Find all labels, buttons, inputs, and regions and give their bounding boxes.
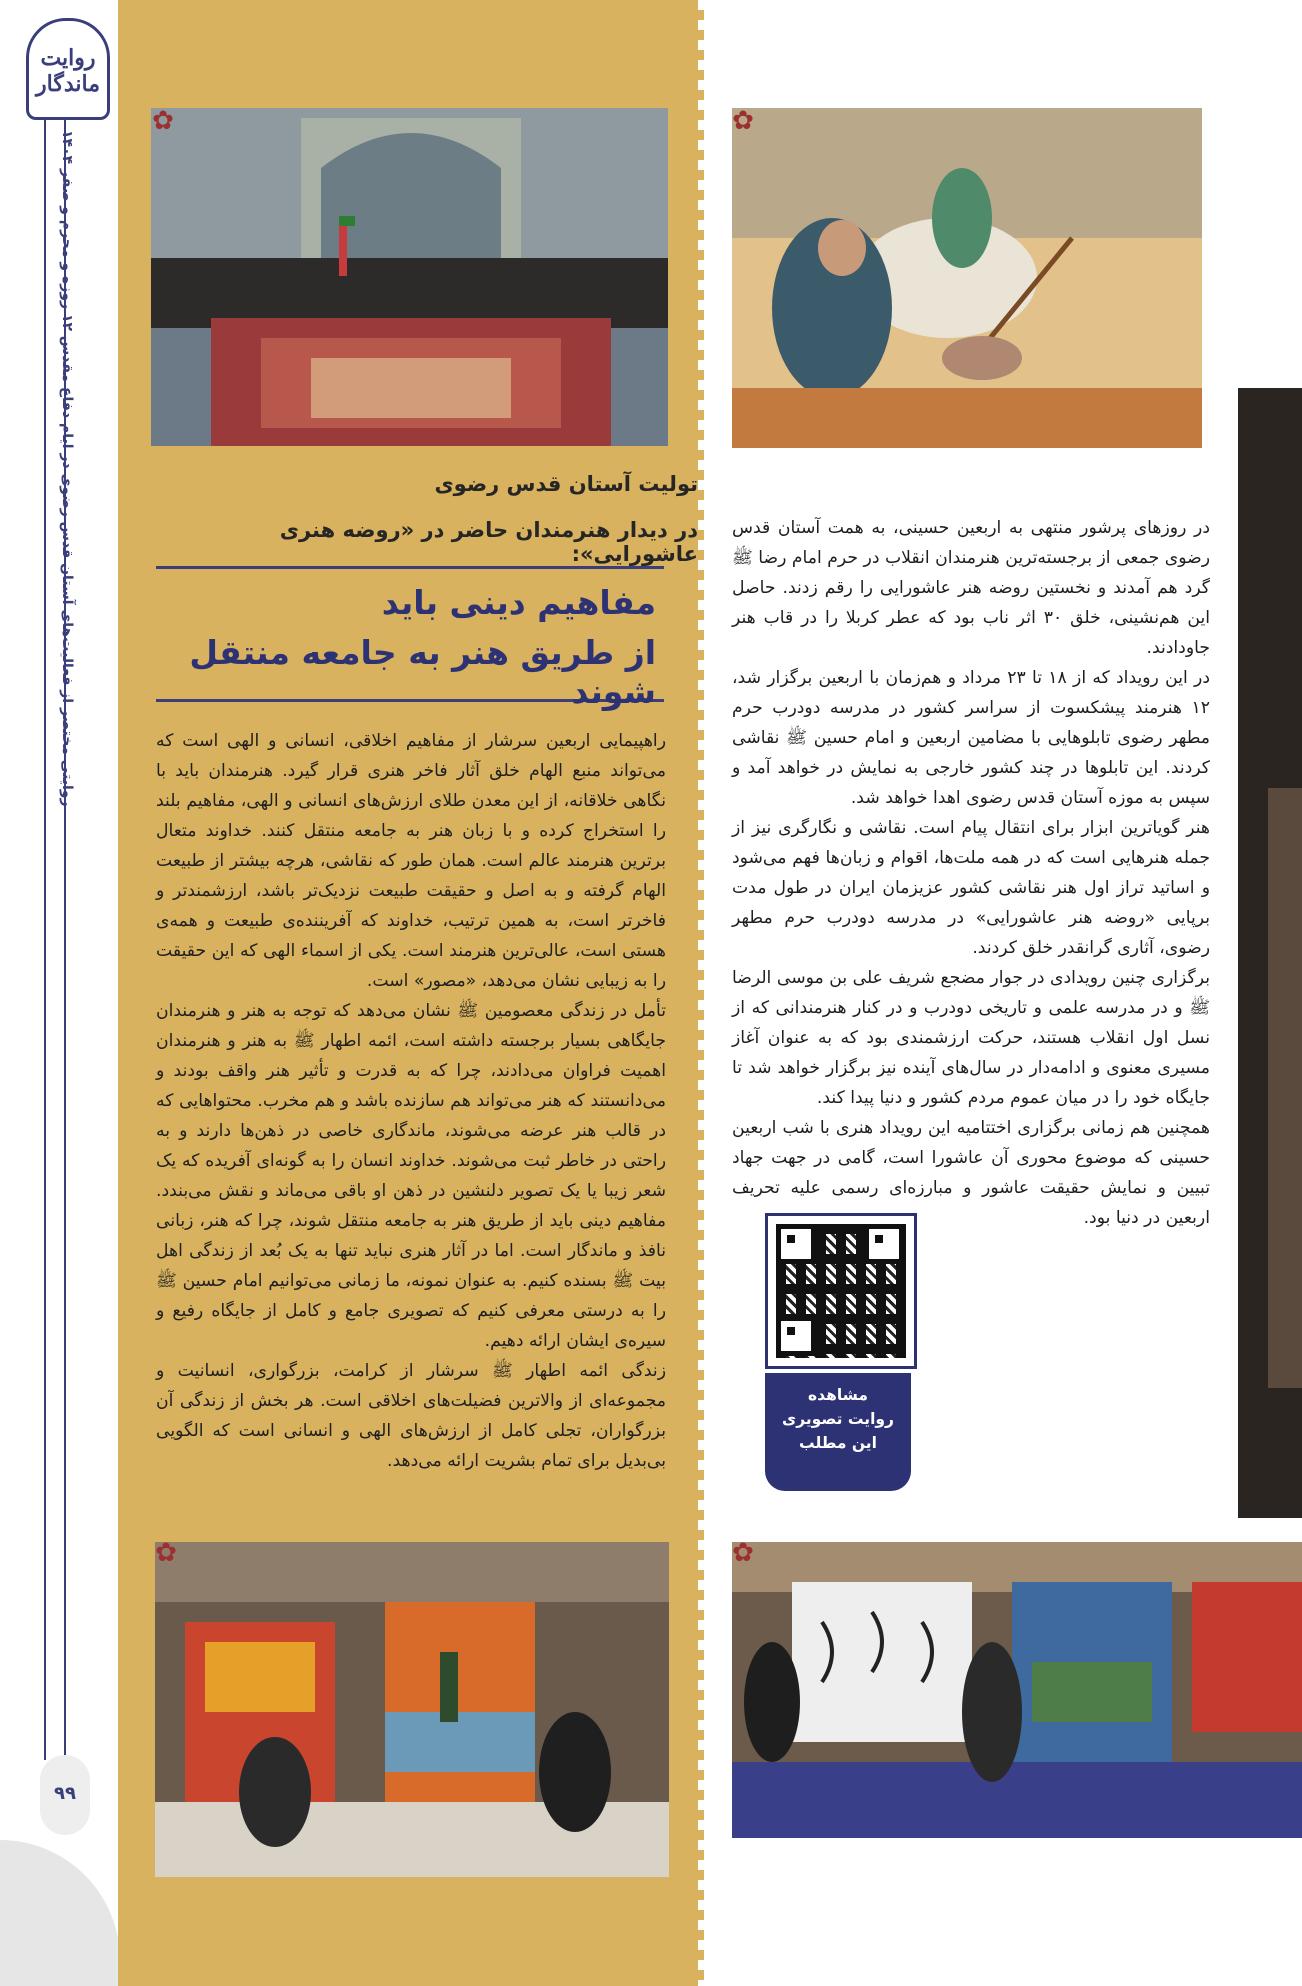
- qr-label-line-3: این مطلب: [799, 1434, 877, 1452]
- meeting-hall-illustration: [151, 108, 668, 446]
- left-article: [156, 726, 666, 1476]
- qr-code[interactable]: [765, 1213, 917, 1369]
- artists-illustration: [732, 1538, 1302, 1838]
- flower-icon: ✿: [155, 1538, 177, 1568]
- paragraph: همچنین هم زمانی برگزاری اختتامیه این رویداد هنری با شب اربعین حسینی که موضوع محوری آن عاشورا است، گامی در جهت جهاد تبیین و نمایش حقیقت عاشور و مبارزه‌ای رسمی علیه تحریف اربعین در دنیا بود.: [732, 1118, 1210, 1228]
- qr-finder-icon: [776, 1224, 816, 1264]
- photo-painter-closeup: [732, 108, 1202, 448]
- flower-icon: ✿: [732, 1538, 754, 1568]
- qr-label-line-1: مشاهده: [807, 1386, 869, 1404]
- qr-block[interactable]: [757, 1213, 919, 1503]
- page-number: ۹۹: [54, 1783, 76, 1804]
- photo-edge-sliver: [1238, 388, 1302, 1518]
- kicker-line-2: در دیدار هنرمندان حاضر در «روضه هنری عاشورایی»:: [279, 518, 698, 566]
- qr-finder-icon: [776, 1316, 816, 1356]
- logo-text: روایت ماندگار: [36, 45, 100, 97]
- side-caption: روایتی مختصر از فعالیت‌های آستان قدس رضوی در ایام دفاع مقدس ۱۲ روزه و محرم و صفر ۱۴۰۴: [59, 130, 75, 807]
- column-divider: [698, 0, 704, 1986]
- paragraph: در روزهای پرشور منتهی به اربعین حسینی، به همت آستان قدس رضوی جمعی از برجسته‌ترین هنرمندان انقلاب در حرم امام رضا ﷺ گرد هم آمدند و نخستین روضه هنر عاشورایی را رقم زدند. حاصل این هم‌نشینی، خلق ۳۰ اثر ناب بود که عطر کربلا را در قاب هنر جاودادند.: [732, 518, 1211, 658]
- right-article: [732, 513, 1210, 1233]
- qr-finder-icon: [864, 1224, 904, 1264]
- photo-artists-working: [732, 1538, 1302, 1838]
- qr-label: [765, 1373, 911, 1491]
- kicker-line-1: تولیت آستان قدس رضوی: [434, 472, 698, 496]
- flower-icon: ✿: [732, 106, 754, 136]
- qr-label-line-2: روایت تصویری: [782, 1410, 894, 1428]
- painter-illustration: [732, 108, 1202, 448]
- paragraph: تأمل در زندگی معصومین ﷺ نشان می‌دهد که توجه به هنر و هنرمندان جایگاهی بسیار برجسته داشته است، ائمه اطهار ﷺ به هنر و هنرمندان اهمیت فراوان می‌دادند، چرا که به قدرت و تأثیر هنر واقف بودند و می‌دانستند که هنر می‌تواند هم سازنده باشد و هم مخرب. محتواهایی که در قالب هنر عرضه می‌شوند، ماندگاری خاصی در ذهن‌ها دارند و به راحتی در خاطر ثبت می‌شوند. خداوند انسان را به گونه‌ای آفریده که یک شعر زیبا یا یک تصویر دلنشین در ذهن او باقی می‌ماند و نقش می‌بندد. مفاهیم دینی باید از طریق هنر به جامعه منتقل شوند، چرا که هنر، زبانی نافذ و ماندگار است. اما در آثار هنری نباید تنها به یک بُعد از زندگی اهل بیت ﷺ بسنده کنیم. به عنوان نمونه، ما زمانی می‌توانیم امام حسین ﷺ را به درستی معرفی کنیم که تصویری جامع و کامل از جایگاه رفیع و سیره‌ی ایشان ارائه دهیم.: [156, 1001, 666, 1351]
- page-number-badge: [40, 1755, 90, 1835]
- headline-box: [156, 566, 664, 711]
- paragraph: زندگی ائمه اطهار ﷺ سرشار از کرامت، بزرگواری، انسانیت و مجموعه‌ای از والاترین فضیلت‌های اخلاقی است. هر بخش از زندگی آن بزرگواران، تجلی کامل از ارزش‌های الهی و انسانی است که الگویی بی‌بدیل برای تمام بشریت ارائه می‌دهد.: [156, 1361, 666, 1471]
- paragraph: در این رویداد که از ۱۸ تا ۲۳ مرداد و هم‌زمان با اربعین برگزار شد، ۱۲ هنرمند پیشکسوت از سراسر کشور در مدرسه دودرب حرم مطهر رضوی تابلوهایی با مضامین اربعین و امام حسین ﷺ نقاشی کردند. این تابلوها در چند کشور خارجی به نمایش در خواهد آمد و سپس به موزه آستان قدس رضوی اهدا خواهد شد.: [732, 668, 1210, 808]
- edge-sliver-illustration: [1238, 388, 1302, 1518]
- paragraph: هنر گویاترین ابزار برای انتقال پیام است. نقاشی و نگارگری نیز از جمله هنرهایی است که در همه ملت‌ها، اقوام و زبان‌ها فهم می‌شود و اساتید تراز اول هنر نقاشی کشور عزیزمان ایران در طول مدت برپایی «روضه هنر عاشورایی» در مدرسه دودرب حرم مطهر رضوی، آثاری گرانقدر خلق کردند.: [732, 818, 1210, 958]
- headline-line-2: از طریق هنر به جامعه منتقل شوند: [189, 633, 656, 711]
- paragraph: راهپیمایی اربعین سرشار از مفاهیم اخلاقی، انسانی و الهی است که می‌تواند منبع الهام خلق آثار فاخر هنری قرار گیرد. هنرمندان باید با نگاهی خلاقانه، از این معدن طلای ارزش‌های انسانی و الهی، مفاهیم بلند را استخراج کرده و با زبان هنر به جامعه منتقل کنند. خداوند متعال برترین هنرمند عالم است. همان طور که نقاشی، هرچه بیشتر از طبیعت الهام گرفته و به اصل و حقیقت طبیعت نزدیک‌تر باشد، ارزشمندتر و فاخرتر است، به همین ترتیب، خداوند که آفریننده‌ی طبیعت و همه‌ی هستی است، عالی‌ترین هنرمند است. یکی از اسماء الهی که این حقیقت را به زیبایی نشان می‌دهد، «مصور» است.: [156, 731, 666, 991]
- flower-icon: ✿: [152, 106, 174, 136]
- headline-line-1: مفاهیم دینی باید: [381, 583, 656, 622]
- photo-meeting-hall: [151, 108, 668, 446]
- painters-illustration: [155, 1538, 669, 1877]
- paragraph: برگزاری چنین رویدادی در جوار مضجع شریف علی بن موسی الرضا ﷺ و در مدرسه علمی و تاریخی دودرب و در کنار هنرمندانی که از نسل اول انقلاب هستند، حرکت ارزشمندی بود که به عنوان آغاز مسیری معنوی و ادامه‌دار در سال‌های آینده نیز برگزار خواهد شد تا جایگاه خود را در میان عموم مردم کشور و دنیا پیدا کند.: [732, 968, 1210, 1108]
- photo-painters-canvases: [155, 1538, 669, 1877]
- magazine-logo: [26, 18, 110, 120]
